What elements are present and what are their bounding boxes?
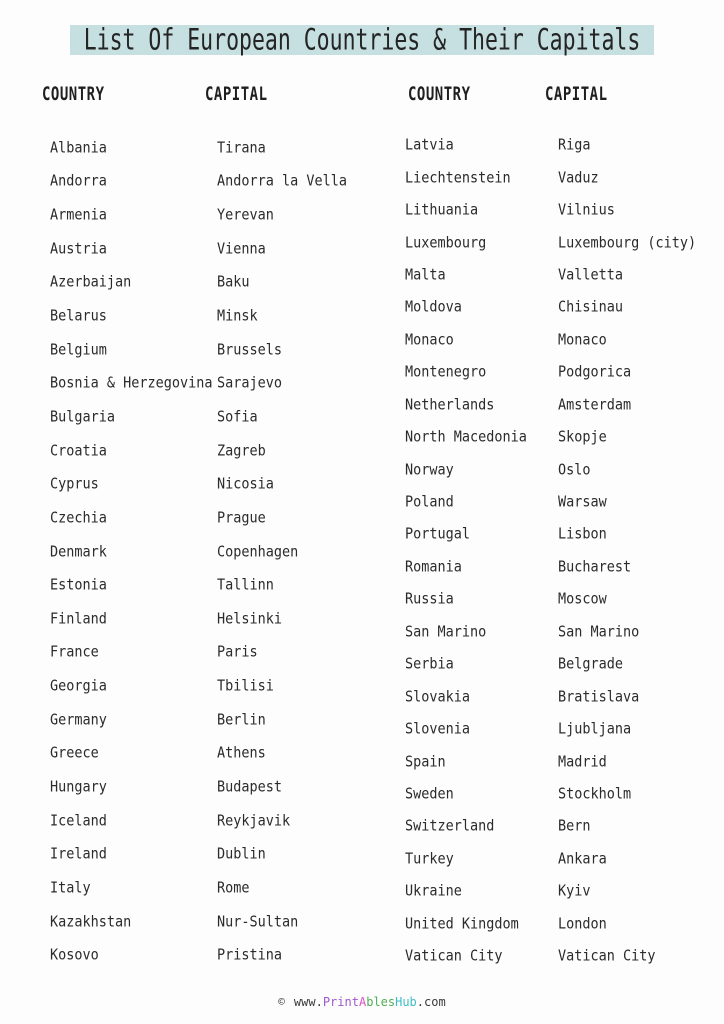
capital-cell: Paris bbox=[217, 643, 258, 662]
title-highlight bbox=[70, 25, 654, 55]
capital-cell: Prague bbox=[217, 508, 266, 527]
country-cell: Romania bbox=[405, 557, 462, 576]
column-header-country-right: COUNTRY bbox=[408, 84, 471, 106]
table-row bbox=[50, 938, 380, 972]
table-row bbox=[405, 421, 720, 453]
url-segment: www. bbox=[293, 995, 323, 1009]
country-cell: Finland bbox=[50, 609, 107, 628]
country-cell: Liechtenstein bbox=[405, 168, 511, 187]
country-cell: Bulgaria bbox=[50, 407, 116, 426]
capital-cell: Vienna bbox=[217, 239, 266, 258]
country-cell: Turkey bbox=[405, 849, 454, 868]
table-row bbox=[50, 703, 380, 737]
country-cell: Estonia bbox=[50, 576, 107, 595]
capital-cell: Sofia bbox=[217, 407, 258, 426]
country-cell: Slovakia bbox=[405, 687, 471, 706]
table-row bbox=[405, 324, 720, 356]
table-row bbox=[50, 535, 380, 569]
table-row bbox=[405, 843, 720, 875]
table-row bbox=[405, 778, 720, 810]
page-title: List Of European Countries & Their Capitals bbox=[83, 23, 641, 57]
table-row bbox=[405, 486, 720, 518]
country-cell: Georgia bbox=[50, 677, 107, 696]
table-row bbox=[50, 400, 380, 434]
country-cell: Bosnia & Herzegovina bbox=[50, 374, 213, 393]
table-row bbox=[405, 453, 720, 485]
table-row bbox=[405, 583, 720, 615]
table-row bbox=[50, 871, 380, 905]
country-cell: Sweden bbox=[405, 785, 454, 803]
country-cell: Albania bbox=[50, 138, 107, 157]
country-cell: Kosovo bbox=[50, 946, 99, 965]
capital-cell: Luxembourg (city) bbox=[558, 233, 697, 252]
capital-cell: Minsk bbox=[217, 307, 258, 325]
capital-cell: Andorra la Vella bbox=[217, 172, 348, 191]
capital-cell: Vilnius bbox=[558, 201, 615, 220]
capital-cell: Monaco bbox=[558, 330, 607, 349]
country-cell: Netherlands bbox=[405, 395, 495, 414]
capital-cell: Helsinki bbox=[217, 609, 283, 628]
country-cell: Andorra bbox=[50, 172, 107, 191]
country-cell: Belarus bbox=[50, 307, 107, 325]
table-row bbox=[405, 389, 720, 421]
table-row bbox=[405, 259, 720, 291]
table-row bbox=[405, 518, 720, 550]
country-cell: Poland bbox=[405, 493, 454, 511]
column-header-capital-right: CAPITAL bbox=[545, 84, 608, 106]
country-cell: San Marino bbox=[405, 622, 487, 641]
url-segment: Print bbox=[322, 995, 359, 1009]
capital-cell: Athens bbox=[217, 744, 266, 763]
country-cell: Hungary bbox=[50, 778, 107, 796]
capital-cell: Kyiv bbox=[558, 882, 591, 901]
country-cell: Kazakhstan bbox=[50, 912, 132, 931]
capital-cell: Tbilisi bbox=[217, 677, 274, 696]
capital-cell: Nur-Sultan bbox=[217, 912, 299, 931]
capital-cell: Yerevan bbox=[217, 206, 274, 225]
table-row bbox=[405, 810, 720, 842]
capital-cell: Moscow bbox=[558, 590, 607, 609]
table-row bbox=[50, 131, 380, 165]
capital-cell: Tallinn bbox=[217, 576, 274, 595]
capital-cell: Baku bbox=[217, 273, 250, 292]
country-cell: Austria bbox=[50, 239, 107, 258]
capital-cell: Oslo bbox=[558, 460, 591, 479]
country-cell: Slovenia bbox=[405, 720, 471, 739]
capital-cell: Pristina bbox=[217, 946, 283, 965]
url-segment: Hub bbox=[395, 995, 417, 1009]
capital-cell: Dublin bbox=[217, 845, 266, 864]
column-header-country-left: COUNTRY bbox=[42, 84, 105, 106]
capital-cell: Brussels bbox=[217, 340, 283, 359]
table-row bbox=[405, 875, 720, 907]
url-segment: .com bbox=[416, 995, 446, 1009]
country-cell: Russia bbox=[405, 590, 454, 609]
country-cell: Iceland bbox=[50, 811, 107, 830]
country-cell: Montenegro bbox=[405, 363, 487, 382]
country-cell: Ireland bbox=[50, 845, 107, 864]
country-cell: Belgium bbox=[50, 340, 107, 359]
capital-cell: Budapest bbox=[217, 778, 283, 796]
table-row bbox=[405, 226, 720, 258]
country-cell: Serbia bbox=[405, 655, 454, 674]
table-row bbox=[405, 551, 720, 583]
capital-cell: Vaduz bbox=[558, 168, 599, 187]
table-row bbox=[50, 266, 380, 300]
country-cell: Cyprus bbox=[50, 475, 99, 494]
capital-cell: London bbox=[558, 914, 607, 933]
capital-cell: Vatican City bbox=[558, 947, 656, 966]
capital-cell: Skopje bbox=[558, 428, 607, 447]
footer bbox=[0, 992, 724, 1014]
website-link[interactable] bbox=[294, 995, 446, 1009]
capital-cell: Bern bbox=[558, 817, 591, 836]
capital-cell: Reykjavik bbox=[217, 811, 291, 830]
table-row bbox=[50, 636, 380, 670]
capital-cell: Nicosia bbox=[217, 475, 274, 494]
table-row bbox=[50, 669, 380, 703]
table-row bbox=[405, 616, 720, 648]
table-row bbox=[405, 291, 720, 323]
country-cell: Latvia bbox=[405, 136, 454, 155]
column-header-capital-left: CAPITAL bbox=[205, 84, 268, 106]
table-row bbox=[50, 232, 380, 266]
table-row bbox=[405, 680, 720, 712]
country-cell: Norway bbox=[405, 460, 454, 479]
table-row bbox=[50, 333, 380, 367]
capital-cell: Copenhagen bbox=[217, 542, 299, 561]
capital-cell: Chisinau bbox=[558, 298, 624, 317]
capital-cell: Warsaw bbox=[558, 493, 607, 511]
capital-cell: Berlin bbox=[217, 710, 266, 729]
table-row bbox=[50, 770, 380, 804]
capital-cell: Rome bbox=[217, 878, 250, 897]
table-row bbox=[50, 467, 380, 501]
country-cell: Armenia bbox=[50, 206, 107, 225]
table-row bbox=[50, 366, 380, 400]
country-cell: Croatia bbox=[50, 441, 107, 460]
country-cell: Germany bbox=[50, 710, 107, 729]
capital-cell: Lisbon bbox=[558, 525, 607, 544]
table-row bbox=[50, 198, 380, 232]
table-row bbox=[405, 648, 720, 680]
table-row bbox=[50, 165, 380, 199]
capital-cell: Bratislava bbox=[558, 687, 640, 706]
country-cell: Switzerland bbox=[405, 817, 495, 836]
capital-cell: Podgorica bbox=[558, 363, 632, 382]
country-cell: Luxembourg bbox=[405, 233, 487, 252]
country-cell: Moldova bbox=[405, 298, 462, 317]
capital-cell: Ljubljana bbox=[558, 720, 632, 739]
table-row bbox=[50, 804, 380, 838]
country-cell: Ukraine bbox=[405, 882, 462, 901]
table-row bbox=[405, 713, 720, 745]
country-cell: Vatican City bbox=[405, 947, 503, 966]
table-row bbox=[50, 737, 380, 771]
table-row bbox=[50, 568, 380, 602]
capital-cell: Belgrade bbox=[558, 655, 624, 674]
capital-cell: Zagreb bbox=[217, 441, 266, 460]
country-cell: Denmark bbox=[50, 542, 107, 561]
table-row bbox=[405, 908, 720, 940]
table-row bbox=[50, 602, 380, 636]
country-cell: Lithuania bbox=[405, 201, 479, 220]
url-segment: A bbox=[358, 995, 367, 1009]
capital-cell: Stockholm bbox=[558, 785, 632, 803]
country-cell: Spain bbox=[405, 752, 446, 771]
capital-cell: Ankara bbox=[558, 849, 607, 868]
country-cell: France bbox=[50, 643, 99, 662]
table-row bbox=[405, 745, 720, 777]
capital-cell: San Marino bbox=[558, 622, 640, 641]
table-row bbox=[405, 129, 720, 161]
countries-table-left bbox=[50, 131, 380, 972]
capital-cell: Tirana bbox=[217, 138, 266, 157]
capital-cell: Bucharest bbox=[558, 557, 632, 576]
capital-cell: Amsterdam bbox=[558, 395, 632, 414]
table-row bbox=[405, 194, 720, 226]
country-cell: Italy bbox=[50, 878, 91, 897]
country-cell: Greece bbox=[50, 744, 99, 763]
country-cell: Czechia bbox=[50, 508, 107, 527]
table-row bbox=[50, 837, 380, 871]
country-cell: Monaco bbox=[405, 330, 454, 349]
country-cell: Portugal bbox=[405, 525, 471, 544]
capital-cell: Madrid bbox=[558, 752, 607, 771]
copyright-icon: © bbox=[278, 995, 285, 1008]
capital-cell: Riga bbox=[558, 136, 591, 155]
capital-cell: Sarajevo bbox=[217, 374, 283, 393]
country-cell: Malta bbox=[405, 266, 446, 284]
table-row bbox=[405, 161, 720, 193]
capital-cell: Valletta bbox=[558, 266, 624, 284]
table-row bbox=[50, 299, 380, 333]
table-row bbox=[50, 434, 380, 468]
table-row bbox=[50, 905, 380, 939]
country-cell: North Macedonia bbox=[405, 428, 527, 447]
countries-table-right bbox=[405, 129, 720, 972]
table-row bbox=[50, 501, 380, 535]
url-segment: bles bbox=[366, 995, 396, 1009]
country-cell: Azerbaijan bbox=[50, 273, 132, 292]
table-row bbox=[405, 940, 720, 972]
table-row bbox=[405, 356, 720, 388]
country-cell: United Kingdom bbox=[405, 914, 519, 933]
